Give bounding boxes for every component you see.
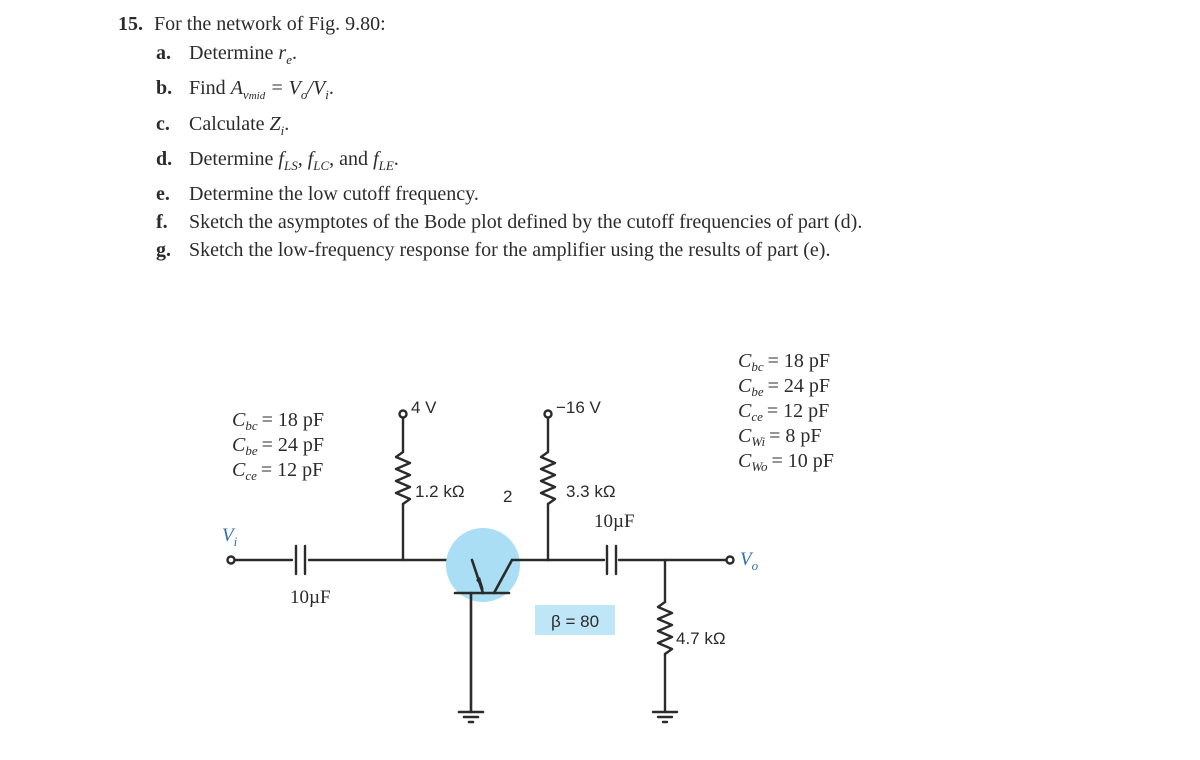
collector-supply-label: −16 V — [556, 398, 601, 417]
math-rhs-mid: /V — [307, 77, 326, 99]
part-text: Determine — [189, 148, 274, 170]
vi-subscript: i — [233, 534, 238, 549]
math-var: f — [307, 148, 314, 170]
vo-label — [740, 549, 759, 573]
cap-subscript: bc — [245, 418, 258, 433]
part-end: . — [393, 148, 399, 170]
stray-mark: 2 — [503, 487, 513, 506]
part-text: Sketch the low-frequency response for the amplifier using the results of part (e). — [189, 239, 831, 261]
cap-value: = 24 pF — [261, 434, 325, 456]
emitter-supply-label: 4 V — [411, 398, 437, 417]
cap-symbol: C — [232, 459, 246, 481]
vi-label — [222, 525, 238, 549]
emitter-resistor — [396, 452, 410, 504]
math-var: r — [278, 42, 287, 64]
math-sub: LS — [283, 158, 298, 173]
collector-resistor — [541, 452, 555, 504]
vo-terminal — [727, 557, 734, 564]
cap-subscript: be — [751, 384, 764, 399]
left-cap-be — [232, 434, 324, 458]
cap-value: = 18 pF — [767, 350, 831, 372]
math-sub: i — [280, 123, 285, 138]
math-var: A — [230, 77, 243, 99]
math-sub: LE — [378, 158, 394, 173]
input-cap-label: 10µF — [290, 587, 331, 608]
part-d: d. Determine $f_{LS}$, $f_{LC}$, and $f_{LE}$. — [118, 145, 1178, 180]
math-sub: e — [286, 52, 292, 67]
cap-subscript: ce — [751, 409, 763, 424]
part-text: Sketch the asymptotes of the Bode plot defined by the cutoff frequencies of part (d). — [189, 211, 863, 233]
cap-symbol: C — [738, 450, 752, 472]
part-text: Calculate — [189, 113, 265, 135]
left-cap-ce — [232, 459, 323, 483]
vi-symbol: V — [222, 525, 234, 546]
cap-symbol: C — [738, 375, 752, 397]
part-label: g. — [156, 239, 171, 261]
cap-value: = 8 pF — [769, 425, 822, 447]
load-resistor — [658, 602, 672, 654]
cap-value: = 10 pF — [771, 450, 834, 472]
math-sub: o — [300, 87, 308, 102]
cap-subscript: ce — [245, 468, 257, 483]
cap-subscript: be — [245, 443, 258, 458]
cap-value: = 12 pF — [766, 400, 830, 422]
vo-symbol: V — [740, 549, 752, 570]
cap-value: = 24 pF — [767, 375, 831, 397]
part-text: Find — [189, 77, 226, 99]
load-resistor-label: 4.7 kΩ — [676, 629, 726, 648]
cap-subscript: Wo — [751, 459, 768, 474]
cap-symbol: C — [738, 425, 752, 447]
vi-terminal — [228, 557, 235, 564]
right-cap-be — [738, 375, 830, 399]
right-cap-ce — [738, 400, 829, 424]
math-var: f — [373, 148, 379, 170]
part-text: Determine the low cutoff frequency. — [189, 183, 479, 205]
vo-subscript: o — [751, 558, 759, 573]
output-cap-label: 10µF — [594, 511, 635, 532]
cap-symbol: C — [738, 400, 752, 422]
math-sub: LC — [313, 158, 330, 173]
cap-symbol: C — [738, 350, 752, 372]
right-capacitance-list — [738, 350, 834, 474]
right-cap-bc — [738, 350, 830, 374]
part-label: e. — [156, 183, 170, 205]
collector-resistor-label: 3.3 kΩ — [566, 482, 616, 501]
part-label: a. — [156, 42, 171, 64]
problem-number: 15. — [118, 13, 143, 35]
part-label: d. — [156, 148, 173, 170]
cap-subscript: bc — [751, 359, 764, 374]
left-capacitance-list — [232, 409, 324, 483]
math-var: f — [278, 148, 284, 170]
right-cap-wi — [738, 425, 821, 449]
collector-supply-terminal — [545, 411, 552, 418]
cap-value: = 18 pF — [261, 409, 325, 431]
part-label: b. — [156, 77, 173, 99]
math-var: Z — [269, 113, 281, 135]
emitter-resistor-label: 1.2 kΩ — [415, 482, 465, 501]
emitter-supply-terminal — [400, 411, 407, 418]
math-rhs: = V — [270, 77, 301, 99]
left-cap-bc — [232, 409, 324, 433]
problem-intro: For the network of Fig. 9.80: — [154, 13, 386, 35]
cap-subscript: Wi — [751, 434, 766, 449]
part-label: f. — [156, 211, 168, 233]
cap-value: = 12 pF — [260, 459, 324, 481]
part-label: c. — [156, 113, 170, 135]
math-sub-v: v — [242, 87, 249, 102]
part-end: . — [291, 42, 297, 64]
math-sub-mid: mid — [248, 90, 266, 102]
part-text: Determine — [189, 42, 274, 64]
part-end: . — [284, 113, 290, 135]
beta-label: β = 80 — [550, 612, 600, 631]
cap-symbol: C — [232, 409, 246, 431]
right-cap-wo — [738, 450, 834, 474]
math-sub: i — [325, 87, 329, 102]
part-and: and — [339, 148, 369, 170]
part-end: . — [328, 77, 334, 99]
cap-symbol: C — [232, 434, 246, 456]
